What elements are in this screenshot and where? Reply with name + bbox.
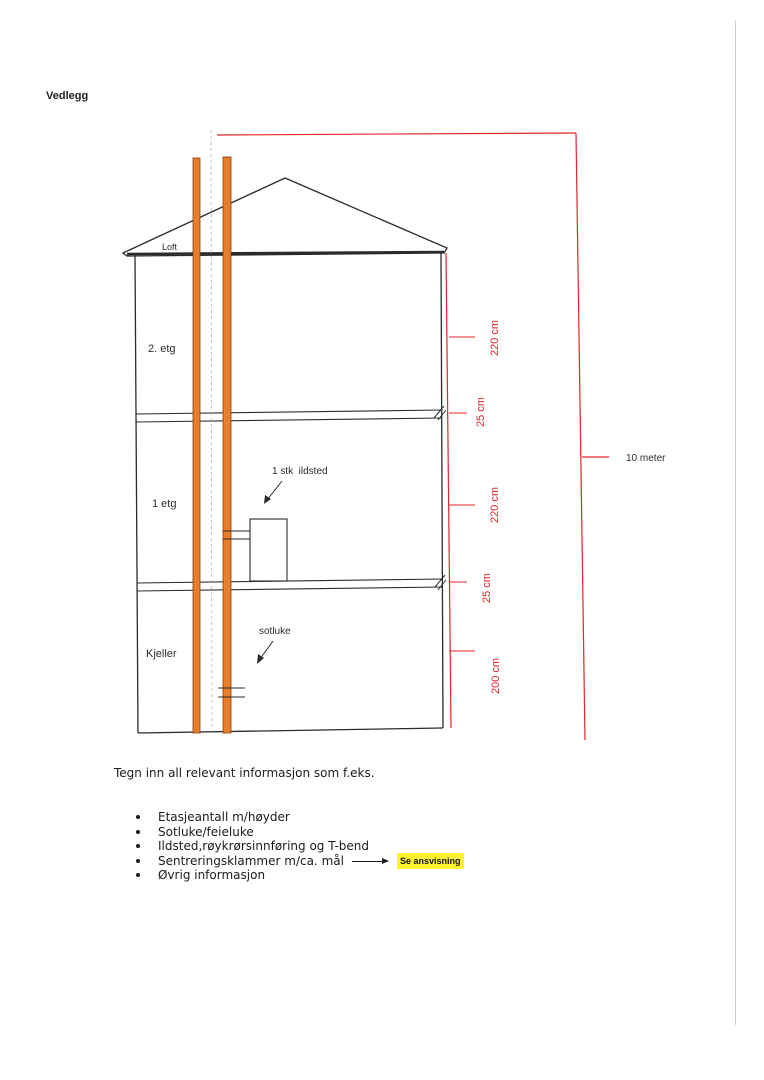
soot-hatch-arrow (260, 641, 273, 659)
basement-label: Kjeller (146, 648, 177, 660)
slab-upper-line-2 (136, 418, 442, 422)
slab-lower-line-2 (137, 587, 443, 591)
dimension-label-slab1: 25 cm (475, 397, 487, 427)
right-wall (441, 252, 443, 728)
slab-upper-line (136, 410, 442, 414)
list-item-text: Etasjeantall m/høyder (158, 810, 290, 824)
dimension-label-floor2: 220 cm (489, 319, 501, 357)
reference-note (352, 853, 464, 869)
bullet-icon (136, 873, 140, 877)
dimension-label-floor1: 220 cm (489, 486, 501, 524)
dimension-label-slab2: 25 cm (481, 573, 493, 603)
soot-hatch-label: sotluke (259, 626, 291, 637)
instruction-list (136, 810, 369, 883)
list-item (136, 810, 369, 825)
fireplace-arrow (267, 481, 282, 500)
fireplace-label: 1 stk ildsted (272, 466, 328, 477)
list-item (136, 825, 369, 840)
floor-dimension-line (446, 253, 451, 728)
list-item (136, 839, 369, 854)
list-item-text: Ildsted,røykrørsinnføring og T-bend (158, 839, 370, 853)
total-height-top-line (217, 133, 576, 135)
attic-label: Loft (162, 242, 178, 252)
slab-lower-line (137, 579, 443, 583)
highlighted-note: Se ansvisning (397, 853, 464, 869)
slab-hatch (434, 406, 444, 418)
dimension-label-basement: 200 cm (490, 657, 502, 695)
list-item (136, 868, 369, 883)
total-height-label: 10 meter (626, 453, 666, 464)
list-item-text: Sotluke/feieluke (158, 824, 254, 839)
bullet-icon (136, 859, 140, 863)
floor2-label: 2. etg (148, 343, 176, 355)
fireplace-box (250, 519, 287, 581)
list-item-text: Øvrig informasjon (158, 868, 266, 882)
list-item-text: Sentreringsklammer m/ca. mål (158, 853, 344, 868)
chimney-center-line (211, 130, 212, 733)
chimney-pipe-left (193, 158, 200, 733)
arrow-head-icon (382, 858, 389, 864)
list-item (136, 854, 369, 869)
page-title: Vedlegg (46, 90, 89, 102)
floor1-label: 1 etg (152, 498, 177, 510)
bullet-icon (136, 815, 140, 819)
ground-line (138, 728, 443, 733)
bullet-icon (136, 844, 140, 848)
slab-hatch (435, 575, 445, 587)
bullet-icon (136, 830, 140, 834)
arrow-right-icon (352, 861, 382, 862)
left-wall (135, 255, 138, 733)
total-height-line (576, 133, 585, 740)
instructions-intro: Tegn inn all relevant informasjon som f.eks. (114, 766, 375, 780)
chimney-pipe-right (223, 157, 231, 733)
